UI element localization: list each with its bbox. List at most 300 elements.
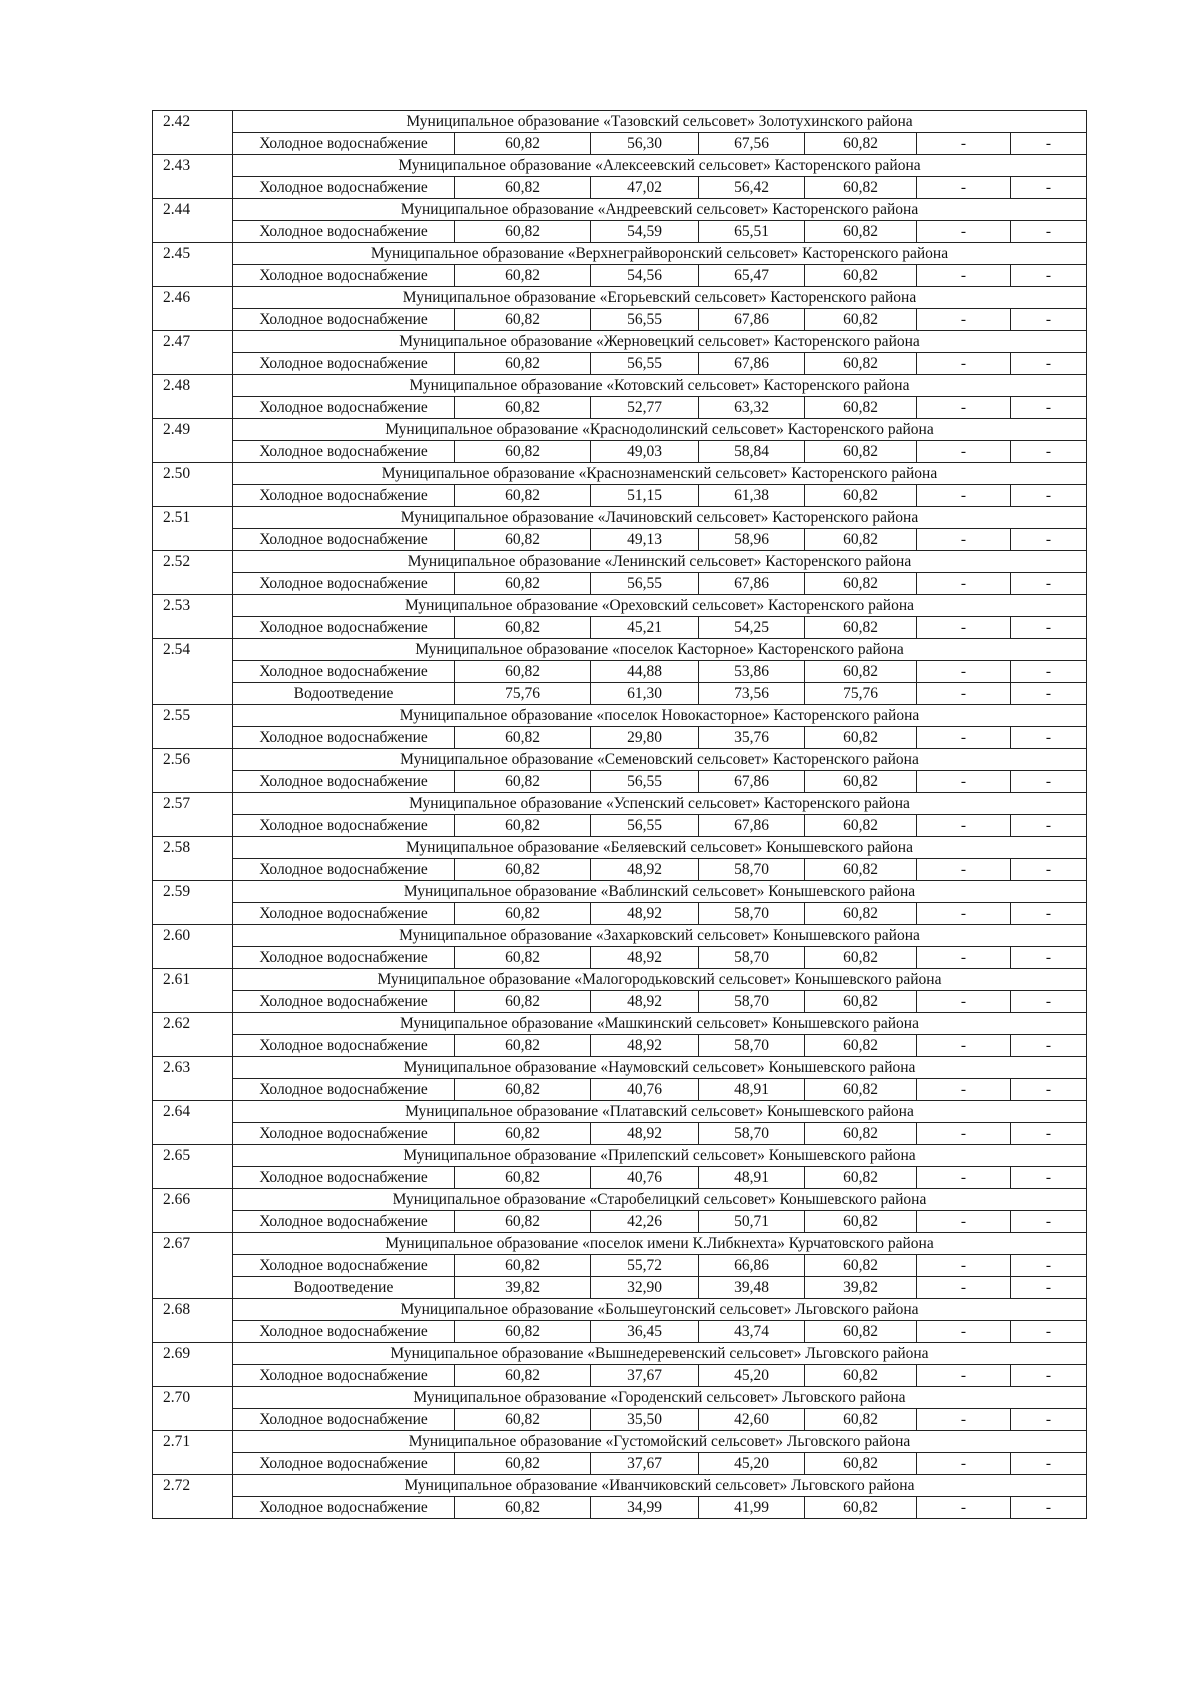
- tariff-value-4: 60,82: [805, 1409, 917, 1431]
- service-name: Холодное водоснабжение: [233, 397, 455, 419]
- tariff-value-2: 48,92: [591, 1035, 699, 1057]
- tariff-value-1: 60,82: [455, 815, 591, 837]
- tariff-value-5: -: [917, 1321, 1011, 1343]
- service-name: Холодное водоснабжение: [233, 265, 455, 287]
- tariff-value-6: -: [1011, 771, 1087, 793]
- table-row: [153, 991, 1087, 1013]
- tariff-value-4: 60,82: [805, 265, 917, 287]
- tariff-value-4: 75,76: [805, 683, 917, 705]
- service-name: Холодное водоснабжение: [233, 1167, 455, 1189]
- section-number: 2.54: [153, 639, 233, 705]
- table-row: [153, 1255, 1087, 1277]
- section-header-row: [153, 551, 1087, 573]
- tariff-value-6: -: [1011, 661, 1087, 683]
- tariff-value-5: -: [917, 1255, 1011, 1277]
- tariff-value-4: 60,82: [805, 1497, 917, 1519]
- tariff-value-3: 58,70: [699, 1035, 805, 1057]
- section-header-row: [153, 969, 1087, 991]
- municipality-title: Муниципальное образование «Беляевский сельсовет» Конышевского района: [233, 837, 1087, 859]
- section-number: 2.45: [153, 243, 233, 287]
- service-name: Холодное водоснабжение: [233, 1255, 455, 1277]
- tariff-value-3: 58,70: [699, 903, 805, 925]
- tariff-value-1: 60,82: [455, 771, 591, 793]
- tariff-value-5: -: [917, 1167, 1011, 1189]
- tariff-value-5: -: [917, 859, 1011, 881]
- tariff-value-1: 75,76: [455, 683, 591, 705]
- service-name: Холодное водоснабжение: [233, 859, 455, 881]
- tariff-table: [152, 110, 1087, 1519]
- tariff-value-2: 35,50: [591, 1409, 699, 1431]
- tariff-value-1: 39,82: [455, 1277, 591, 1299]
- tariff-value-1: 60,82: [455, 1255, 591, 1277]
- tariff-value-2: 29,80: [591, 727, 699, 749]
- section-header-row: [153, 595, 1087, 617]
- section-number: 2.44: [153, 199, 233, 243]
- tariff-value-2: 42,26: [591, 1211, 699, 1233]
- tariff-value-5: -: [917, 815, 1011, 837]
- tariff-value-4: 60,82: [805, 1167, 917, 1189]
- service-name: Водоотведение: [233, 683, 455, 705]
- municipality-title: Муниципальное образование «Платавский сельсовет» Конышевского района: [233, 1101, 1087, 1123]
- municipality-title: Муниципальное образование «Большеугонский сельсовет» Льговского района: [233, 1299, 1087, 1321]
- tariff-value-6: -: [1011, 353, 1087, 375]
- section-header-row: [153, 1387, 1087, 1409]
- municipality-title: Муниципальное образование «Семеновский сельсовет» Касторенского района: [233, 749, 1087, 771]
- section-number: 2.46: [153, 287, 233, 331]
- tariff-value-5: -: [917, 529, 1011, 551]
- section-number: 2.50: [153, 463, 233, 507]
- tariff-value-1: 60,82: [455, 1365, 591, 1387]
- tariff-value-4: 60,82: [805, 1321, 917, 1343]
- tariff-value-3: 42,60: [699, 1409, 805, 1431]
- section-header-row: [153, 881, 1087, 903]
- table-row: [153, 1321, 1087, 1343]
- service-name: Холодное водоснабжение: [233, 1211, 455, 1233]
- tariff-value-3: 67,86: [699, 815, 805, 837]
- service-name: Холодное водоснабжение: [233, 309, 455, 331]
- service-name: Холодное водоснабжение: [233, 815, 455, 837]
- tariff-value-2: 49,13: [591, 529, 699, 551]
- table-row: [153, 485, 1087, 507]
- municipality-title: Муниципальное образование «поселок Новокасторное» Касторенского района: [233, 705, 1087, 727]
- tariff-value-1: 60,82: [455, 1211, 591, 1233]
- table-row: [153, 1167, 1087, 1189]
- tariff-value-6: -: [1011, 1453, 1087, 1475]
- table-row: [153, 1497, 1087, 1519]
- municipality-title: Муниципальное образование «Котовский сельсовет» Касторенского района: [233, 375, 1087, 397]
- tariff-value-5: -: [917, 221, 1011, 243]
- service-name: Холодное водоснабжение: [233, 1079, 455, 1101]
- table-row: [153, 815, 1087, 837]
- table-row: [153, 397, 1087, 419]
- section-header-row: [153, 925, 1087, 947]
- tariff-value-4: 60,82: [805, 573, 917, 595]
- tariff-value-6: -: [1011, 397, 1087, 419]
- tariff-value-2: 51,15: [591, 485, 699, 507]
- municipality-title: Муниципальное образование «поселок Касторное» Касторенского района: [233, 639, 1087, 661]
- section-header-row: [153, 1013, 1087, 1035]
- tariff-value-2: 54,56: [591, 265, 699, 287]
- service-name: Холодное водоснабжение: [233, 1453, 455, 1475]
- tariff-value-2: 56,55: [591, 573, 699, 595]
- municipality-title: Муниципальное образование «Вышнедеревенский сельсовет» Льговского района: [233, 1343, 1087, 1365]
- tariff-value-2: 56,55: [591, 353, 699, 375]
- tariff-value-4: 60,82: [805, 1453, 917, 1475]
- tariff-value-2: 52,77: [591, 397, 699, 419]
- section-header-row: [153, 1343, 1087, 1365]
- tariff-value-3: 65,51: [699, 221, 805, 243]
- section-header-row: [153, 199, 1087, 221]
- tariff-value-2: 47,02: [591, 177, 699, 199]
- section-header-row: [153, 111, 1087, 133]
- tariff-value-3: 67,86: [699, 771, 805, 793]
- tariff-value-2: 48,92: [591, 859, 699, 881]
- municipality-title: Муниципальное образование «Захарковский сельсовет» Конышевского района: [233, 925, 1087, 947]
- service-name: Холодное водоснабжение: [233, 1365, 455, 1387]
- section-number: 2.52: [153, 551, 233, 595]
- tariff-value-5: -: [917, 617, 1011, 639]
- service-name: Холодное водоснабжение: [233, 485, 455, 507]
- service-name: Холодное водоснабжение: [233, 573, 455, 595]
- tariff-value-3: 67,56: [699, 133, 805, 155]
- tariff-value-5: -: [917, 991, 1011, 1013]
- tariff-value-1: 60,82: [455, 353, 591, 375]
- tariff-value-1: 60,82: [455, 309, 591, 331]
- service-name: Холодное водоснабжение: [233, 353, 455, 375]
- section-number: 2.63: [153, 1057, 233, 1101]
- section-number: 2.60: [153, 925, 233, 969]
- tariff-value-5: -: [917, 353, 1011, 375]
- tariff-value-4: 60,82: [805, 1365, 917, 1387]
- municipality-title: Муниципальное образование «Краснознаменский сельсовет» Касторенского района: [233, 463, 1087, 485]
- tariff-value-6: -: [1011, 1035, 1087, 1057]
- tariff-value-4: 60,82: [805, 221, 917, 243]
- section-header-row: [153, 749, 1087, 771]
- tariff-value-3: 67,86: [699, 309, 805, 331]
- service-name: Холодное водоснабжение: [233, 661, 455, 683]
- tariff-value-6: -: [1011, 1211, 1087, 1233]
- tariff-value-1: 60,82: [455, 397, 591, 419]
- tariff-value-3: 54,25: [699, 617, 805, 639]
- tariff-value-6: -: [1011, 903, 1087, 925]
- tariff-value-5: -: [917, 441, 1011, 463]
- tariff-value-2: 37,67: [591, 1453, 699, 1475]
- municipality-title: Муниципальное образование «Прилепский сельсовет» Конышевского района: [233, 1145, 1087, 1167]
- table-row: [153, 771, 1087, 793]
- tariff-value-6: -: [1011, 1321, 1087, 1343]
- tariff-value-6: -: [1011, 683, 1087, 705]
- municipality-title: Муниципальное образование «Лачиновский сельсовет» Касторенского района: [233, 507, 1087, 529]
- municipality-title: Муниципальное образование «Успенский сельсовет» Касторенского района: [233, 793, 1087, 815]
- tariff-value-4: 60,82: [805, 441, 917, 463]
- tariff-value-1: 60,82: [455, 947, 591, 969]
- tariff-value-2: 48,92: [591, 947, 699, 969]
- tariff-value-6: -: [1011, 133, 1087, 155]
- tariff-value-3: 58,70: [699, 991, 805, 1013]
- section-number: 2.71: [153, 1431, 233, 1475]
- tariff-value-2: 56,55: [591, 309, 699, 331]
- section-number: 2.55: [153, 705, 233, 749]
- tariff-value-2: 34,99: [591, 1497, 699, 1519]
- section-header-row: [153, 419, 1087, 441]
- tariff-value-5: -: [917, 573, 1011, 595]
- tariff-value-5: -: [917, 1035, 1011, 1057]
- section-number: 2.65: [153, 1145, 233, 1189]
- tariff-value-2: 40,76: [591, 1079, 699, 1101]
- tariff-value-5: -: [917, 1079, 1011, 1101]
- table-row: [153, 133, 1087, 155]
- tariff-value-5: -: [917, 265, 1011, 287]
- tariff-value-6: -: [1011, 815, 1087, 837]
- table-row: [153, 309, 1087, 331]
- section-number: 2.51: [153, 507, 233, 551]
- table-row: [153, 1079, 1087, 1101]
- municipality-title: Муниципальное образование «Иванчиковский сельсовет» Льговского района: [233, 1475, 1087, 1497]
- service-name: Холодное водоснабжение: [233, 1321, 455, 1343]
- tariff-value-4: 60,82: [805, 1211, 917, 1233]
- table-row: [153, 441, 1087, 463]
- section-number: 2.72: [153, 1475, 233, 1519]
- tariff-value-1: 60,82: [455, 661, 591, 683]
- tariff-value-4: 60,82: [805, 1123, 917, 1145]
- table-row: [153, 683, 1087, 705]
- tariff-value-3: 53,86: [699, 661, 805, 683]
- tariff-value-3: 65,47: [699, 265, 805, 287]
- section-header-row: [153, 793, 1087, 815]
- section-number: 2.68: [153, 1299, 233, 1343]
- tariff-value-2: 56,55: [591, 771, 699, 793]
- tariff-value-5: -: [917, 771, 1011, 793]
- tariff-value-1: 60,82: [455, 1167, 591, 1189]
- service-name: Холодное водоснабжение: [233, 771, 455, 793]
- tariff-value-1: 60,82: [455, 441, 591, 463]
- service-name: Холодное водоснабжение: [233, 991, 455, 1013]
- table-row: [153, 1123, 1087, 1145]
- tariff-value-6: -: [1011, 991, 1087, 1013]
- table-row: [153, 859, 1087, 881]
- tariff-value-6: -: [1011, 309, 1087, 331]
- tariff-value-5: -: [917, 1409, 1011, 1431]
- tariff-value-2: 56,55: [591, 815, 699, 837]
- tariff-value-1: 60,82: [455, 1123, 591, 1145]
- tariff-value-6: -: [1011, 221, 1087, 243]
- tariff-value-2: 54,59: [591, 221, 699, 243]
- section-number: 2.42: [153, 111, 233, 155]
- tariff-value-1: 60,82: [455, 727, 591, 749]
- tariff-value-5: -: [917, 397, 1011, 419]
- section-header-row: [153, 287, 1087, 309]
- service-name: Холодное водоснабжение: [233, 947, 455, 969]
- tariff-value-3: 50,71: [699, 1211, 805, 1233]
- tariff-value-6: -: [1011, 177, 1087, 199]
- table-row: [153, 1409, 1087, 1431]
- service-name: Холодное водоснабжение: [233, 177, 455, 199]
- tariff-value-1: 60,82: [455, 1409, 591, 1431]
- service-name: Холодное водоснабжение: [233, 1409, 455, 1431]
- tariff-value-1: 60,82: [455, 133, 591, 155]
- tariff-value-3: 63,32: [699, 397, 805, 419]
- section-header-row: [153, 1475, 1087, 1497]
- tariff-value-3: 45,20: [699, 1365, 805, 1387]
- tariff-value-2: 61,30: [591, 683, 699, 705]
- service-name: Холодное водоснабжение: [233, 529, 455, 551]
- tariff-value-5: -: [917, 661, 1011, 683]
- tariff-value-3: 48,91: [699, 1079, 805, 1101]
- table-row: [153, 1277, 1087, 1299]
- municipality-title: Муниципальное образование «Малогородьковский сельсовет» Конышевского района: [233, 969, 1087, 991]
- section-number: 2.67: [153, 1233, 233, 1299]
- tariff-value-6: -: [1011, 1123, 1087, 1145]
- municipality-title: Муниципальное образование «Машкинский сельсовет» Конышевского района: [233, 1013, 1087, 1035]
- table-row: [153, 1035, 1087, 1057]
- tariff-value-1: 60,82: [455, 859, 591, 881]
- tariff-value-1: 60,82: [455, 1079, 591, 1101]
- tariff-value-4: 39,82: [805, 1277, 917, 1299]
- section-header-row: [153, 1145, 1087, 1167]
- tariff-value-6: -: [1011, 1255, 1087, 1277]
- tariff-value-5: -: [917, 133, 1011, 155]
- tariff-value-4: 60,82: [805, 485, 917, 507]
- municipality-title: Муниципальное образование «Верхнеграйворонский сельсовет» Касторенского района: [233, 243, 1087, 265]
- service-name: Водоотведение: [233, 1277, 455, 1299]
- tariff-value-3: 43,74: [699, 1321, 805, 1343]
- section-header-row: [153, 375, 1087, 397]
- section-number: 2.43: [153, 155, 233, 199]
- tariff-value-1: 60,82: [455, 485, 591, 507]
- tariff-value-4: 60,82: [805, 353, 917, 375]
- section-number: 2.53: [153, 595, 233, 639]
- tariff-value-4: 60,82: [805, 1255, 917, 1277]
- tariff-value-4: 60,82: [805, 859, 917, 881]
- section-number: 2.70: [153, 1387, 233, 1431]
- section-number: 2.56: [153, 749, 233, 793]
- tariff-value-4: 60,82: [805, 1079, 917, 1101]
- tariff-value-1: 60,82: [455, 529, 591, 551]
- municipality-title: Муниципальное образование «Жерновецкий сельсовет» Касторенского района: [233, 331, 1087, 353]
- table-row: [153, 1365, 1087, 1387]
- tariff-value-3: 58,96: [699, 529, 805, 551]
- tariff-value-2: 40,76: [591, 1167, 699, 1189]
- section-header-row: [153, 507, 1087, 529]
- tariff-value-4: 60,82: [805, 903, 917, 925]
- tariff-value-1: 60,82: [455, 1453, 591, 1475]
- table-row: [153, 353, 1087, 375]
- tariff-value-6: -: [1011, 1079, 1087, 1101]
- service-name: Холодное водоснабжение: [233, 441, 455, 463]
- municipality-title: Муниципальное образование «Андреевский сельсовет» Касторенского района: [233, 199, 1087, 221]
- tariff-value-3: 58,70: [699, 859, 805, 881]
- tariff-value-3: 41,99: [699, 1497, 805, 1519]
- tariff-value-4: 60,82: [805, 661, 917, 683]
- tariff-value-4: 60,82: [805, 991, 917, 1013]
- tariff-value-4: 60,82: [805, 1035, 917, 1057]
- section-header-row: [153, 155, 1087, 177]
- section-header-row: [153, 639, 1087, 661]
- section-header-row: [153, 331, 1087, 353]
- table-row: [153, 529, 1087, 551]
- tariff-value-3: 45,20: [699, 1453, 805, 1475]
- section-number: 2.48: [153, 375, 233, 419]
- tariff-value-6: -: [1011, 1409, 1087, 1431]
- tariff-value-1: 60,82: [455, 903, 591, 925]
- tariff-value-4: 60,82: [805, 617, 917, 639]
- tariff-value-5: -: [917, 727, 1011, 749]
- table-row: [153, 177, 1087, 199]
- section-number: 2.49: [153, 419, 233, 463]
- tariff-value-2: 48,92: [591, 1123, 699, 1145]
- tariff-value-2: 37,67: [591, 1365, 699, 1387]
- municipality-title: Муниципальное образование «Тазовский сельсовет» Золотухинского района: [233, 111, 1087, 133]
- tariff-value-3: 56,42: [699, 177, 805, 199]
- section-header-row: [153, 705, 1087, 727]
- tariff-value-4: 60,82: [805, 947, 917, 969]
- tariff-value-5: -: [917, 683, 1011, 705]
- tariff-value-2: 36,45: [591, 1321, 699, 1343]
- municipality-title: Муниципальное образование «Ореховский сельсовет» Касторенского района: [233, 595, 1087, 617]
- municipality-title: Муниципальное образование «Краснодолинский сельсовет» Касторенского района: [233, 419, 1087, 441]
- tariff-value-3: 58,70: [699, 947, 805, 969]
- section-number: 2.69: [153, 1343, 233, 1387]
- tariff-value-4: 60,82: [805, 133, 917, 155]
- tariff-value-2: 44,88: [591, 661, 699, 683]
- tariff-value-5: -: [917, 947, 1011, 969]
- tariff-value-1: 60,82: [455, 265, 591, 287]
- section-number: 2.58: [153, 837, 233, 881]
- section-number: 2.47: [153, 331, 233, 375]
- tariff-value-1: 60,82: [455, 1497, 591, 1519]
- tariff-value-6: -: [1011, 1167, 1087, 1189]
- tariff-value-6: -: [1011, 265, 1087, 287]
- tariff-value-2: 45,21: [591, 617, 699, 639]
- tariff-value-2: 48,92: [591, 903, 699, 925]
- tariff-value-3: 67,86: [699, 573, 805, 595]
- tariff-value-2: 55,72: [591, 1255, 699, 1277]
- section-number: 2.59: [153, 881, 233, 925]
- section-number: 2.57: [153, 793, 233, 837]
- service-name: Холодное водоснабжение: [233, 1497, 455, 1519]
- section-header-row: [153, 243, 1087, 265]
- table-row: [153, 727, 1087, 749]
- tariff-value-5: -: [917, 1277, 1011, 1299]
- section-header-row: [153, 1431, 1087, 1453]
- table-row: [153, 221, 1087, 243]
- table-row: [153, 265, 1087, 287]
- tariff-value-3: 61,38: [699, 485, 805, 507]
- tariff-value-3: 48,91: [699, 1167, 805, 1189]
- tariff-value-1: 60,82: [455, 1321, 591, 1343]
- tariff-value-6: -: [1011, 727, 1087, 749]
- tariff-value-4: 60,82: [805, 727, 917, 749]
- tariff-value-1: 60,82: [455, 617, 591, 639]
- table-row: [153, 573, 1087, 595]
- tariff-value-5: -: [917, 177, 1011, 199]
- service-name: Холодное водоснабжение: [233, 903, 455, 925]
- tariff-value-6: -: [1011, 859, 1087, 881]
- tariff-value-6: -: [1011, 1277, 1087, 1299]
- tariff-value-1: 60,82: [455, 573, 591, 595]
- tariff-value-5: -: [917, 1453, 1011, 1475]
- tariff-value-5: -: [917, 1365, 1011, 1387]
- tariff-value-2: 48,92: [591, 991, 699, 1013]
- tariff-value-6: -: [1011, 1365, 1087, 1387]
- municipality-title: Муниципальное образование «Егорьевский сельсовет» Касторенского района: [233, 287, 1087, 309]
- tariff-value-4: 60,82: [805, 771, 917, 793]
- tariff-value-6: -: [1011, 573, 1087, 595]
- tariff-value-1: 60,82: [455, 991, 591, 1013]
- service-name: Холодное водоснабжение: [233, 727, 455, 749]
- table-row: [153, 617, 1087, 639]
- section-number: 2.66: [153, 1189, 233, 1233]
